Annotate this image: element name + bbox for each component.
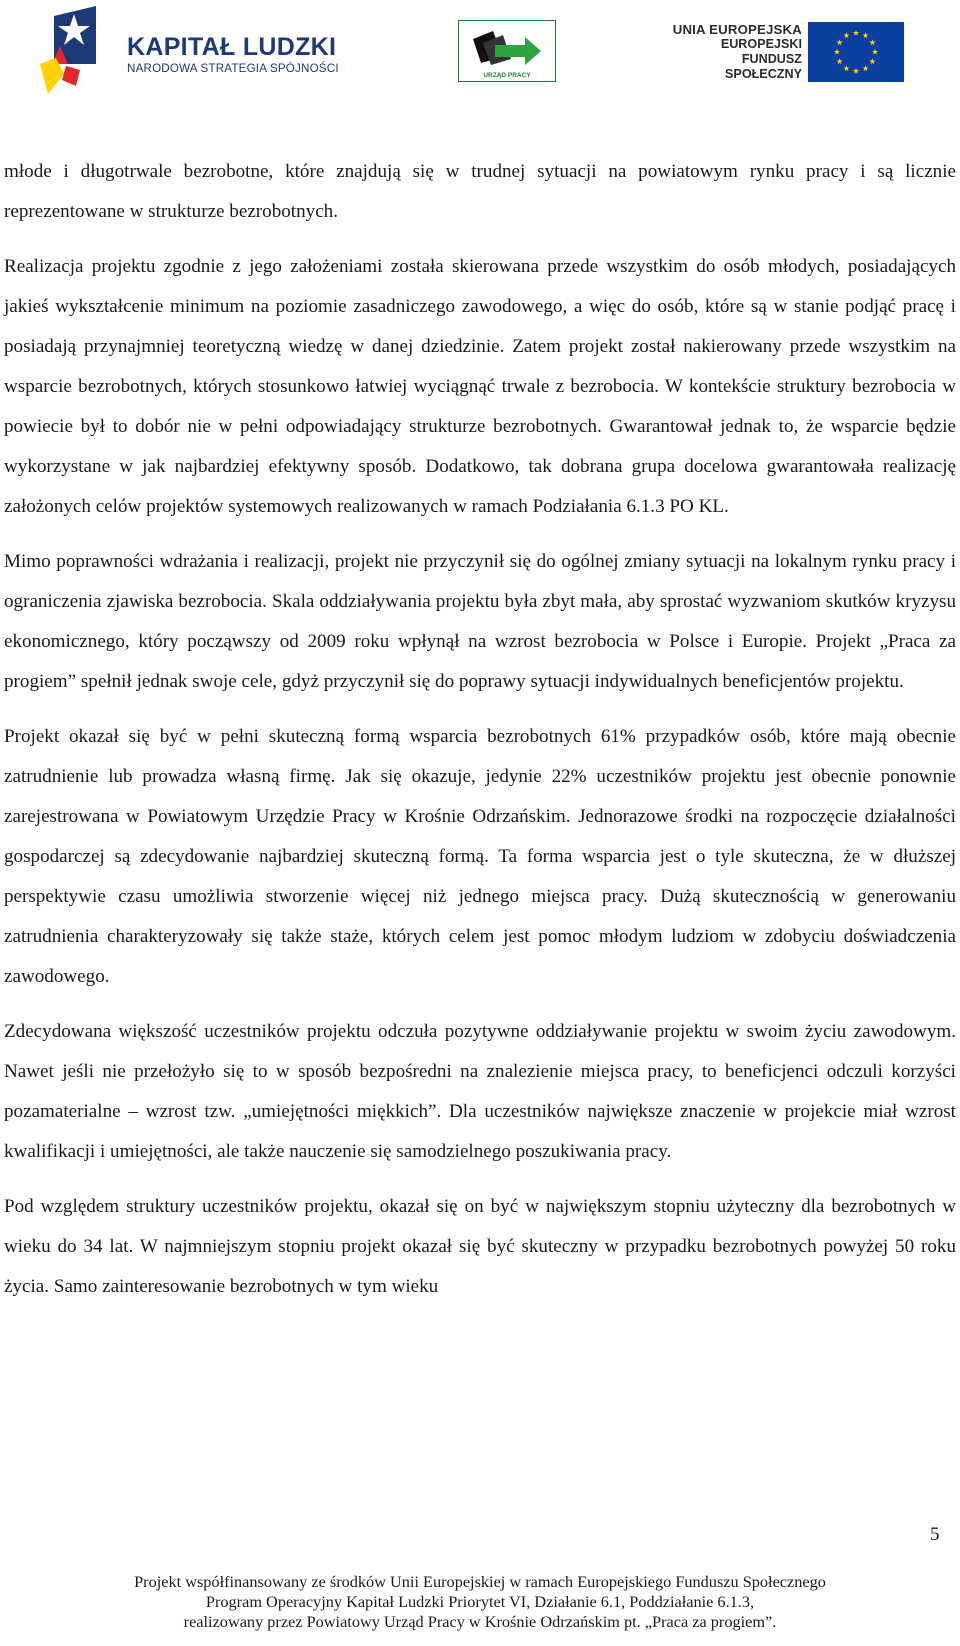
page-header <box>0 0 960 100</box>
paragraph-4: Projekt okazał się być w pełni skuteczną formą wsparcia bezrobotnych 61% przypadków osób, które mają obecnie zatrudnienie lub prowadza własną firmę. Jak się okazuje, jedynie 22% uczestników projektu jest obecnie ponownie zarejestrowana w Powiatowym Urzędzie Pracy w Krośnie Odrzańskim. Jednorazowe środki na rozpoczęcie działalności gospodarczej są zdecydowanie najbardziej skuteczną formą. Ta forma wsparcia jest o tyle skuteczna, że w dłuższej perspektywie czasu umożliwia stworzenie więcej niż jednego miejsca pracy. Dużą skutecznością w generowaniu zatrudnienia charakteryzowały się także staże, których celem jest pomoc młodym ludziom w zdobyciu doświadczenia zawodowego. <box>4 726 956 987</box>
kapital-ludzki-logo <box>40 6 350 98</box>
urzad-pracy-arrow-icon <box>459 23 554 73</box>
kapital-ludzki-text <box>127 33 339 75</box>
kapital-ludzki-title: KAPITAŁ LUDZKI <box>127 33 337 61</box>
page-footer <box>0 1572 960 1632</box>
kapital-ludzki-star-icon <box>40 6 102 98</box>
paragraph-5: Zdecydowana większość uczestników projektu odczuła pozytywne oddziaływanie projektu w swoim życiu zawodowym. Nawet jeśli nie przełożyło się to w sposób bezpośredni na znalezienie miejsca pracy, to beneficjenci odczuli korzyści pozamaterialne – wzrost tzw. „umiejętności miękkich”. Dla uczestników największe znaczenie w projekcie miał wzrost kwalifikacji i umiejętności, ale także nauczenie się samodzielnego poszukiwania pracy. <box>4 1021 956 1162</box>
footer-line1: Projekt współfinansowany ze środków Unii Europejskiej w ramach Europejskiego Funduszu Społecznego <box>134 1572 826 1591</box>
urzad-pracy-logo <box>458 20 556 82</box>
urzad-pracy-caption: URZĄD PRACY <box>483 72 531 79</box>
eu-logo <box>664 22 904 82</box>
paragraph-2: Realizacja projektu zgodnie z jego założeniami została skierowana przede wszystkim do osób młodych, posiadających jakieś wykształcenie minimum na poziomie zasadniczego zawodowego, a więc do osób, które są w stanie podjąć pracę i posiadają przynajmniej teoretyczną wiedzę w danej dziedzinie. Zatem projekt został nakierowany przede wszystkim na wsparcie bezrobotnych, których stosunkowo łatwiej wyciągnąć trwale z bezrobocia. W kontekście struktury bezrobocia w powiecie był to dobór nie w pełni odpowiadający strukturze bezrobotnych. Gwarantował jednak to, że wsparcie będzie wykorzystane w jak najbardziej efektywny sposób. Dodatkowo, tak dobrana grupa docelowa gwarantowała realizację założonych celów projektów systemowych realizowanych w ramach Podziałania 6.1.3 PO KL. <box>4 256 956 517</box>
footer-line2: Program Operacyjny Kapitał Ludzki Priorytet VI, Działanie 6.1, Poddziałanie 6.1.3, <box>205 1592 755 1611</box>
page-number: 5 <box>930 1524 940 1545</box>
eu-line1: UNIA EUROPEJSKA <box>672 22 802 37</box>
document-body <box>4 152 956 1322</box>
kapital-ludzki-subtitle: NARODOWA STRATEGIA SPÓJNOŚCI <box>127 62 339 75</box>
eu-line2: EUROPEJSKI <box>720 37 802 51</box>
paragraph-1: młode i długotrwale bezrobotne, które znajdują się w trudnej sytuacji na powiatowym rynku pracy i są licznie reprezentowane w strukturze bezrobotnych. <box>4 161 956 222</box>
eu-text <box>664 22 802 82</box>
paragraph-6: Pod względem struktury uczestników projektu, okazał się on być w największym stopniu użyteczny dla bezrobotnych w wieku do 34 lat. W najmniejszym stopniu projekt okazał się być skuteczny w przypadku bezrobotnych powyżej 50 roku życia. Samo zainteresowanie bezrobotnych w tym wieku <box>4 1196 956 1297</box>
footer-line3: realizowany przez Powiatowy Urząd Pracy w Krośnie Odrzańskim pt. „Praca za progiem”. <box>183 1612 777 1631</box>
eu-line3: FUNDUSZ SPOŁECZNY <box>725 52 802 81</box>
paragraph-3: Mimo poprawności wdrażania i realizacji, projekt nie przyczynił się do ogólnej zmiany sytuacji na lokalnym rynku pracy i ograniczenia zjawiska bezrobocia. Skala oddziaływania projektu była zbyt mała, aby sprostać wyzwaniom skutków kryzysu ekonomicznego, który począwszy od 2009 roku wpłynął na wzrost bezrobocia w Polsce i Europie. Projekt „Praca za progiem” spełnił jednak swoje cele, gdyż przyczynił się do poprawy sytuacji indywidualnych beneficjentów projektu. <box>4 551 956 692</box>
eu-flag-icon <box>808 22 904 82</box>
